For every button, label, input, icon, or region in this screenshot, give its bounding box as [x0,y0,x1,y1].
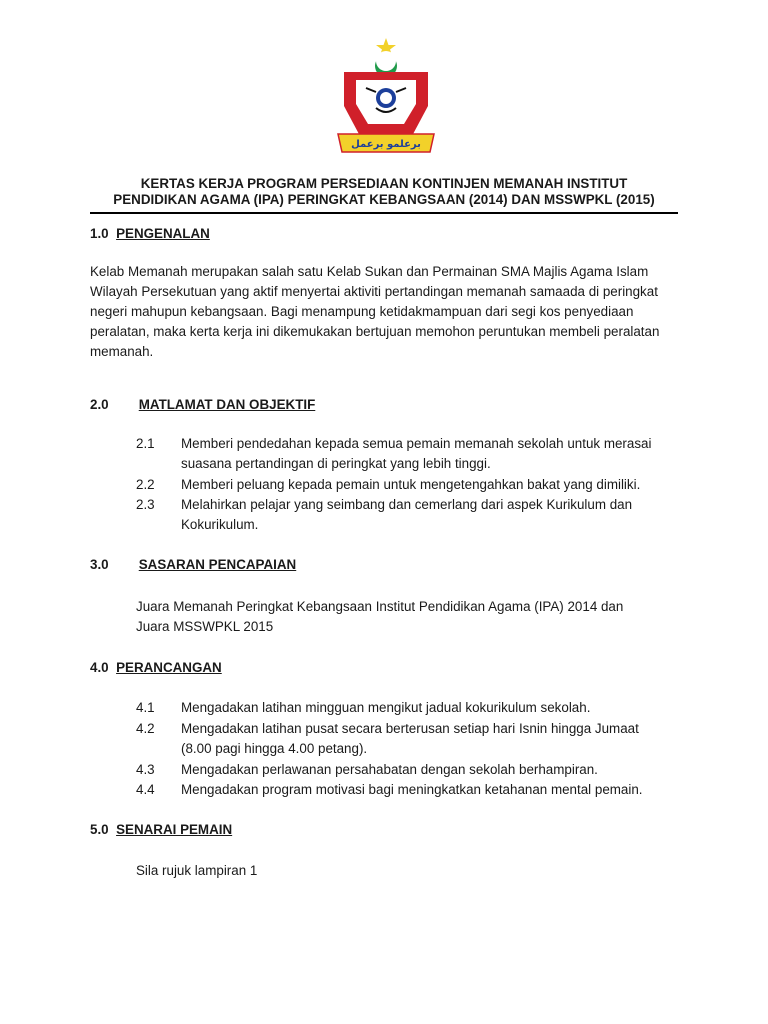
section-1-paragraph [90,262,680,362]
paragraph-line: Wilayah Persekutuan yang aktif menyertai aktiviti pertandingan memanah samaada di peringkat [90,284,658,299]
school-crest-logo [336,36,436,164]
section-title: MATLAMAT DAN OBJEKTIF [138,397,316,412]
item-number: 4.3 [136,762,155,777]
item-number: 2.1 [136,436,155,451]
item-text: Kokurikulum. [181,517,259,532]
item-text: Melahirkan pelajar yang seimbang dan cemerlang dari aspek Kurikulum dan [181,497,633,512]
section-number: 1.0 [90,226,109,241]
section-number: 4.0 [90,660,109,675]
item-text: Mengadakan program motivasi bagi meningkatkan ketahanan mental pemain. [181,782,643,797]
paragraph-line: negeri mahupun kebangsaan. Bagi menampung ketidakmampuan dari segi kos penyediaan [90,304,634,319]
item-number: 4.4 [136,782,155,797]
item-text: Mengadakan latihan mingguan mengikut jadual kokurikulum sekolah. [181,700,591,715]
title-line-2: PENDIDIKAN AGAMA (IPA) PERINGKAT KEBANGSAAN (2014) DAN MSSWPKL (2015) [113,192,655,207]
item-number: 2.3 [136,497,155,512]
section-2-heading [90,397,315,412]
item-text: Mengadakan perlawanan persahabatan dengan sekolah berhampiran. [181,762,598,777]
section-title: SENARAI PEMAIN [116,822,233,837]
section-3-paragraph [136,597,623,637]
section-1-heading [90,226,210,241]
section-title: SASARAN PENCAPAIAN [138,557,297,572]
motto-text: برعلمو برعمل [351,139,421,150]
paragraph-line: Juara Memanah Peringkat Kebangsaan Institut Pendidikan Agama (IPA) 2014 dan [136,599,624,614]
section-4-heading [90,660,222,675]
paragraph-line: Sila rujuk lampiran 1 [136,863,258,878]
section-5-paragraph [136,861,257,881]
section-3-heading [90,557,296,572]
document-title [90,176,678,214]
section-title: PENGENALAN [116,226,210,241]
section-number: 2.0 [90,397,109,412]
paragraph-line: memanah. [90,344,154,359]
paragraph-line: Kelab Memanah merupakan salah satu Kelab Sukan dan Permainan SMA Majlis Agama Islam [90,264,649,279]
section-number: 5.0 [90,822,109,837]
item-text: Mengadakan latihan pusat secara berterusan setiap hari Isnin hingga Jumaat [181,721,639,736]
item-text: (8.00 pagi hingga 4.00 petang). [181,741,368,756]
item-text: Memberi pendedahan kepada semua pemain memanah sekolah untuk merasai [181,436,652,451]
section-5-heading [90,822,232,837]
section-number: 3.0 [90,557,109,572]
title-line-1: KERTAS KERJA PROGRAM PERSEDIAAN KONTINJEN MEMANAH INSTITUT [140,176,628,191]
paragraph-line: peralatan, maka kerta kerja ini dikemukakan bertujuan memohon peruntukan membeli peralatan [90,324,660,339]
item-text: Memberi peluang kepada pemain untuk mengetengahkan bakat yang dimiliki. [181,477,641,492]
paragraph-line: Juara MSSWPKL 2015 [136,619,274,634]
item-text: suasana pertandingan di peringkat yang lebih tinggi. [181,456,491,471]
item-number: 4.1 [136,700,155,715]
item-number: 4.2 [136,721,155,736]
item-number: 2.2 [136,477,155,492]
section-title: PERANCANGAN [116,660,222,675]
